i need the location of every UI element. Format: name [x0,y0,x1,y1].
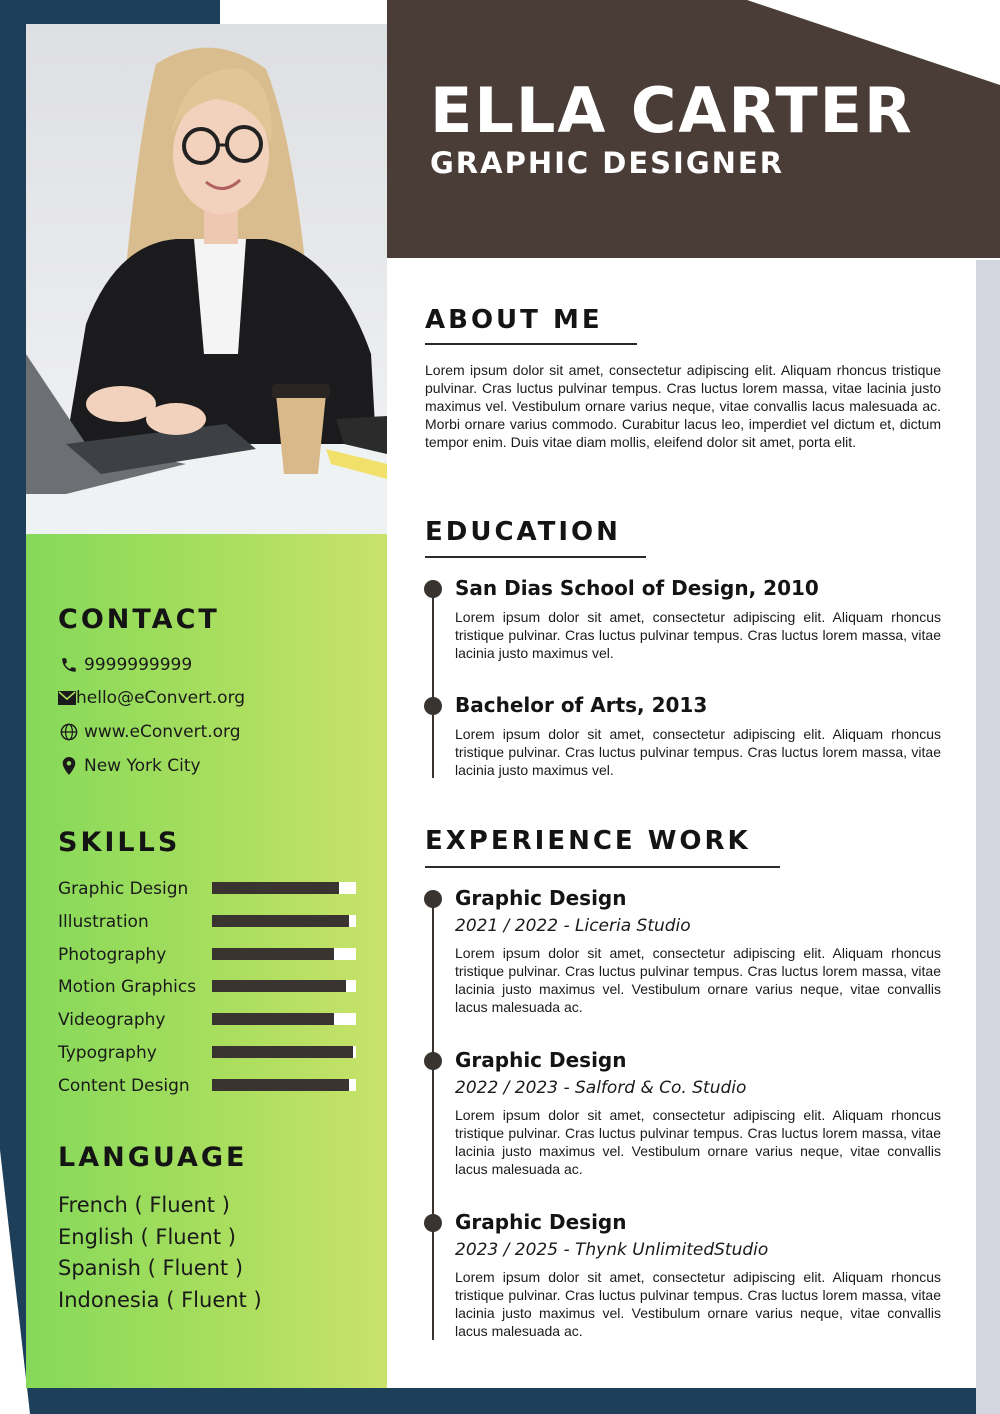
skill-row [58,1042,358,1064]
experience-period: 2023 / 2025 - Thynk UnlimitedStudio [455,1240,769,1260]
skill-level-fill [212,1046,353,1058]
skills-heading: SKILLS [58,827,181,858]
timeline-dot [424,1052,442,1070]
skill-level-fill [212,915,349,927]
skill-level-bar [212,882,356,894]
contact-phone [58,653,192,677]
right-accent-stripe [976,260,1000,1414]
skill-row [58,911,358,933]
skill-level-fill [212,1079,349,1091]
skill-level-bar [212,980,356,992]
website-text[interactable]: www.eConvert.org [84,722,241,742]
experience-timeline [432,900,434,1340]
profile-photo [26,24,387,534]
skill-row [58,976,358,998]
experience-heading: EXPERIENCE WORK [425,826,751,856]
globe-icon [58,721,80,743]
skill-name: Photography [58,944,167,965]
contact-location [58,754,201,778]
skill-level-bar [212,948,356,960]
skill-level-fill [212,980,346,992]
experience-text: Lorem ipsum dolor sit amet, consectetur adipiscing elit. Aliquam rhoncus tristique pulvinar. Cras luctus pulvinar tempus. Cras luctus lorem massa, vitae lacinia justo maximus vel. Vestibulum ornare varius neque, vitae convallis lacus malesuada ac. [455,1107,941,1177]
experience-text: Lorem ipsum dolor sit amet, consectetur adipiscing elit. Aliquam rhoncus tristique pulvinar. Cras luctus pulvinar tempus. Cras luctus lorem massa, vitae lacinia justo maximus vel. Vestibulum ornare varius neque, vitae convallis lacus malesuada ac. [455,945,941,1015]
location-text: New York City [84,756,201,776]
timeline-dot [424,697,442,715]
skill-level-fill [212,882,339,894]
contact-email [58,686,245,710]
contact-heading: CONTACT [58,604,220,635]
education-title: San Dias School of Design, 2010 [455,576,819,600]
education-underline [425,556,646,558]
skill-level-bar [212,915,356,927]
education-text: Lorem ipsum dolor sit amet, consectetur adipiscing elit. Aliquam rhoncus tristique pulvinar. Cras luctus pulvinar tempus. Cras luctus lorem massa, vitae lacinia justo maximus vel. [455,609,941,661]
skill-row [58,878,358,900]
experience-title: Graphic Design [455,886,627,910]
skill-row [58,944,358,966]
experience-period: 2021 / 2022 - Liceria Studio [455,916,691,936]
about-text: Lorem ipsum dolor sit amet, consectetur adipiscing elit. Aliquam rhoncus tristique pulvinar. Cras luctus pulvinar tempus. Cras luctus lorem massa, vitae lacinia justo maximus vel. Vestibulum ornare varius neque, vitae convallis lacus malesuada ac. Morbi ornare varius commodo. Curabitur lacus leo, imperdiet vel dictum et, dictum tempor enim. Duis vitae diam mollis, eleifend dolor sit amet, porta elit. [425,362,941,450]
timeline-dot [424,890,442,908]
education-title: Bachelor of Arts, 2013 [455,693,708,717]
skill-level-fill [212,948,334,960]
job-title: GRAPHIC DESIGNER [430,146,785,180]
language-item: English ( Fluent ) [58,1225,236,1249]
skill-level-bar [212,1013,356,1025]
experience-period: 2022 / 2023 - Salford & Co. Studio [455,1078,747,1098]
language-heading: LANGUAGE [58,1142,248,1173]
skill-level-bar [212,1046,356,1058]
mail-icon [58,687,76,709]
email-text[interactable]: hello@eConvert.org [76,688,246,708]
language-item: Indonesia ( Fluent ) [58,1288,262,1312]
education-timeline [432,590,434,778]
experience-underline [425,866,780,868]
skill-name: Illustration [58,911,149,932]
skill-row [58,1075,358,1097]
experience-text: Lorem ipsum dolor sit amet, consectetur adipiscing elit. Aliquam rhoncus tristique pulvinar. Cras luctus pulvinar tempus. Cras luctus lorem massa, vitae lacinia justo maximus vel. Vestibulum ornare varius neque, vitae convallis lacus malesuada ac. [455,1269,941,1339]
about-underline [425,343,637,345]
education-text: Lorem ipsum dolor sit amet, consectetur adipiscing elit. Aliquam rhoncus tristique pulvinar. Cras luctus pulvinar tempus. Cras luctus lorem massa, vitae lacinia justo maximus vel. [455,726,941,778]
education-heading: EDUCATION [425,517,621,547]
skill-level-bar [212,1079,356,1091]
phone-icon [58,654,80,676]
timeline-dot [424,1214,442,1232]
skill-name: Graphic Design [58,879,189,899]
about-heading: ABOUT ME [425,305,603,335]
skill-name: Motion Graphics [58,977,197,998]
location-pin-icon [58,755,80,777]
skill-level-fill [212,1013,334,1025]
skill-row [58,1009,358,1031]
experience-title: Graphic Design [455,1048,627,1072]
skill-name: Content Design [58,1075,190,1096]
candidate-name: ELLA CARTER [430,74,914,147]
phone-text: 9999999999 [84,655,193,675]
skill-name: Videography [58,1010,166,1031]
timeline-dot [424,580,442,598]
experience-title: Graphic Design [455,1210,627,1234]
language-item: French ( Fluent ) [58,1193,230,1217]
contact-website [58,720,241,744]
skill-name: Typography [58,1043,157,1063]
language-item: Spanish ( Fluent ) [58,1256,244,1280]
sidebar-panel [26,534,387,1388]
